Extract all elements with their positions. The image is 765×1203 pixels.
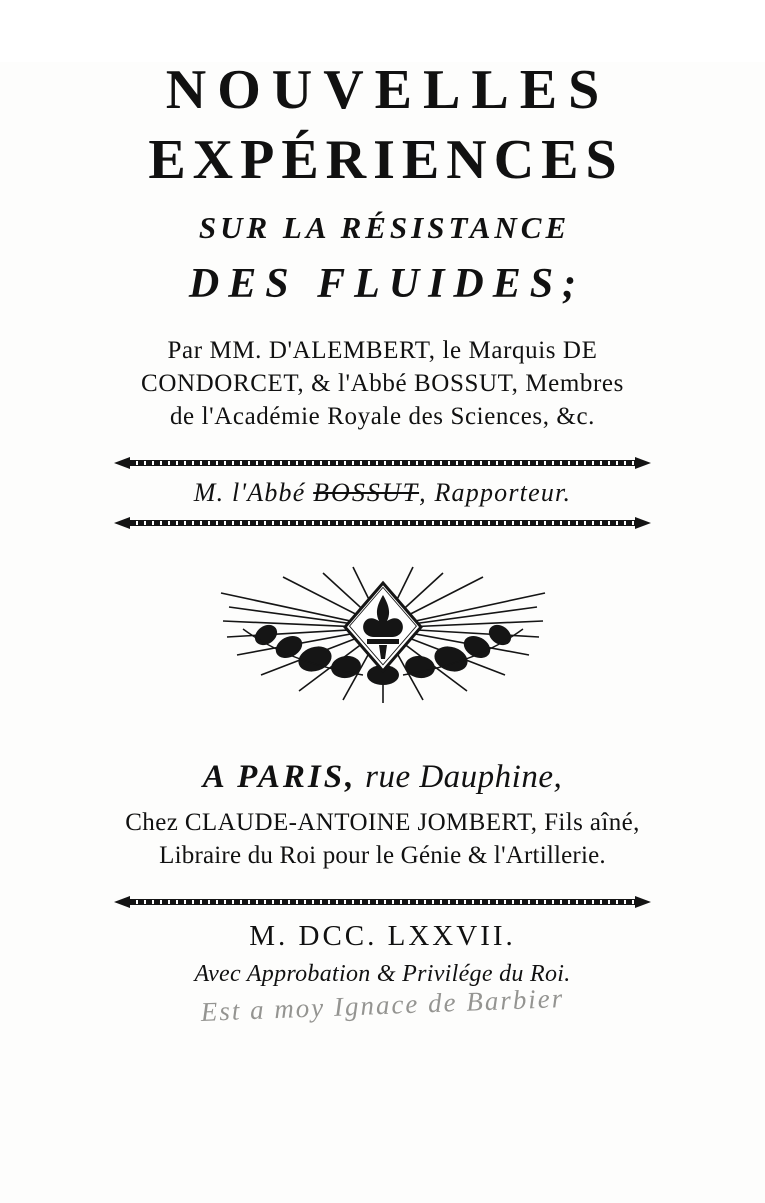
imprint-publisher: Chez CLAUDE-ANTOINE JOMBERT, Fils aîné,	[125, 809, 640, 836]
decorative-rule-bottom	[110, 517, 655, 529]
authors-line-1: Par MM. D'ALEMBERT, le Marquis DE	[167, 337, 598, 364]
rapporteur-line	[194, 478, 571, 508]
imprint-block	[40, 759, 725, 870]
page-title-line-1: NOUVELLES	[165, 59, 611, 121]
authors-line-3: de l'Académie Royale des Sciences, &c.	[169, 403, 596, 430]
rapporteur-block	[40, 457, 725, 529]
imprint-city-street: rue Dauphine,	[356, 759, 563, 795]
approbation-line: Avec Approbation & Privilége du Roi.	[194, 961, 571, 987]
subtitle-line-1: SUR LA RÉSISTANCE	[198, 210, 571, 245]
arrow-right-icon	[635, 517, 651, 529]
decorative-rule	[110, 896, 655, 908]
authors-block	[40, 334, 725, 433]
arrow-left-icon	[114, 517, 130, 529]
fleur-de-lis-sunburst-vignette-icon	[40, 563, 725, 713]
rapporteur-suffix: , Rapporteur.	[419, 478, 572, 507]
imprint-city-main: A PARIS,	[202, 759, 357, 795]
arrow-right-icon	[635, 896, 651, 908]
page-title-line-2: EXPÉRIENCES	[148, 129, 624, 191]
subtitle-line-2: DES FLUIDES;	[188, 261, 586, 307]
rule-bar	[130, 520, 635, 526]
arrow-left-icon	[114, 457, 130, 469]
decorative-rule-top	[110, 457, 655, 469]
rapporteur-prefix: M. l'Abbé	[193, 478, 314, 507]
arrow-right-icon	[635, 457, 651, 469]
rule-bar	[130, 460, 635, 466]
imprint-city	[40, 759, 725, 796]
imprint-publisher-role: Libraire du Roi pour le Génie & l'Artillerie.	[159, 842, 606, 869]
decorative-rule-footer	[40, 896, 725, 908]
publication-year: M. DCC. LXXVII.	[249, 920, 516, 952]
arrow-left-icon	[114, 896, 130, 908]
rule-bar	[130, 899, 635, 905]
title-page	[0, 59, 765, 1203]
rapporteur-struck-name: BOSSUT	[313, 478, 420, 507]
handwritten-ownership-note: Est a moy Ignace de Barbier	[200, 983, 565, 1027]
authors-line-2: CONDORCET, & l'Abbé BOSSUT, Membres	[141, 370, 624, 397]
